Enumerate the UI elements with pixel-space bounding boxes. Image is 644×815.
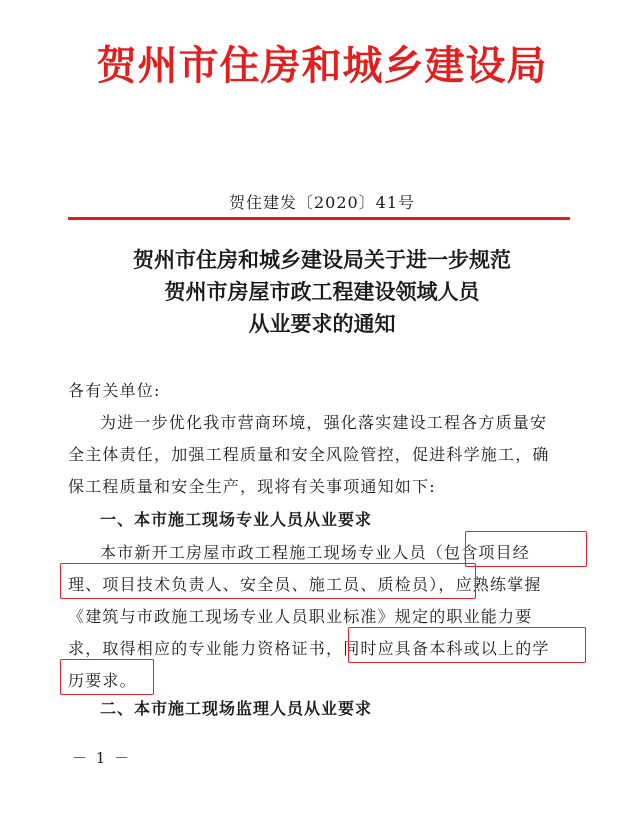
intro-line-2: 全主体责任，加强工程质量和安全风险管控，促进科学施工，确 [68,445,550,464]
section-2-heading: 二、本市施工现场监理人员从业要求 [100,699,373,718]
highlight-box-role-list-start [465,531,587,567]
salutation: 各有关单位: [68,381,161,400]
section-1-line-2: 理、项目技术负责人、安全员、施工员、质检员），应熟练掌握 [68,575,542,594]
agency-masthead: 贺州市住房和城乡建设局 [96,43,548,89]
red-divider-line [68,217,570,220]
section-1-line-4: 求，取得相应的专业能力资格证书，同时应具备本科或以上的学 [68,639,550,658]
section-1-line-3: 《建筑与市政施工现场专业人员职业标准》规定的职业能力要 [68,607,533,626]
highlight-box-role-list-end [60,563,476,599]
section-1-line-5: 历要求。 [68,671,137,690]
page-number: － 1 － [72,749,132,767]
document-number: 贺住建发〔2020〕41号 [228,193,416,212]
intro-line-1: 为进一步优化我市营商环境，强化落实建设工程各方质量安 [100,413,548,432]
title-line-1: 贺州市住房和城乡建设局关于进一步规范 [133,248,511,272]
intro-line-3: 保工程质量和安全生产，现将有关事项通知如下: [68,477,436,496]
section-1-heading: 一、本市施工现场专业人员从业要求 [100,510,373,529]
highlight-box-degree-requirement-end [60,659,154,695]
title-line-3: 从业要求的通知 [248,312,396,336]
notice-title [0,244,644,340]
highlight-box-degree-requirement [348,627,586,663]
title-line-2: 贺州市房屋市政工程建设领域人员 [164,280,480,304]
section-1-line-1: 本市新开工房屋市政工程施工现场专业人员（包含项目经 [100,543,531,562]
